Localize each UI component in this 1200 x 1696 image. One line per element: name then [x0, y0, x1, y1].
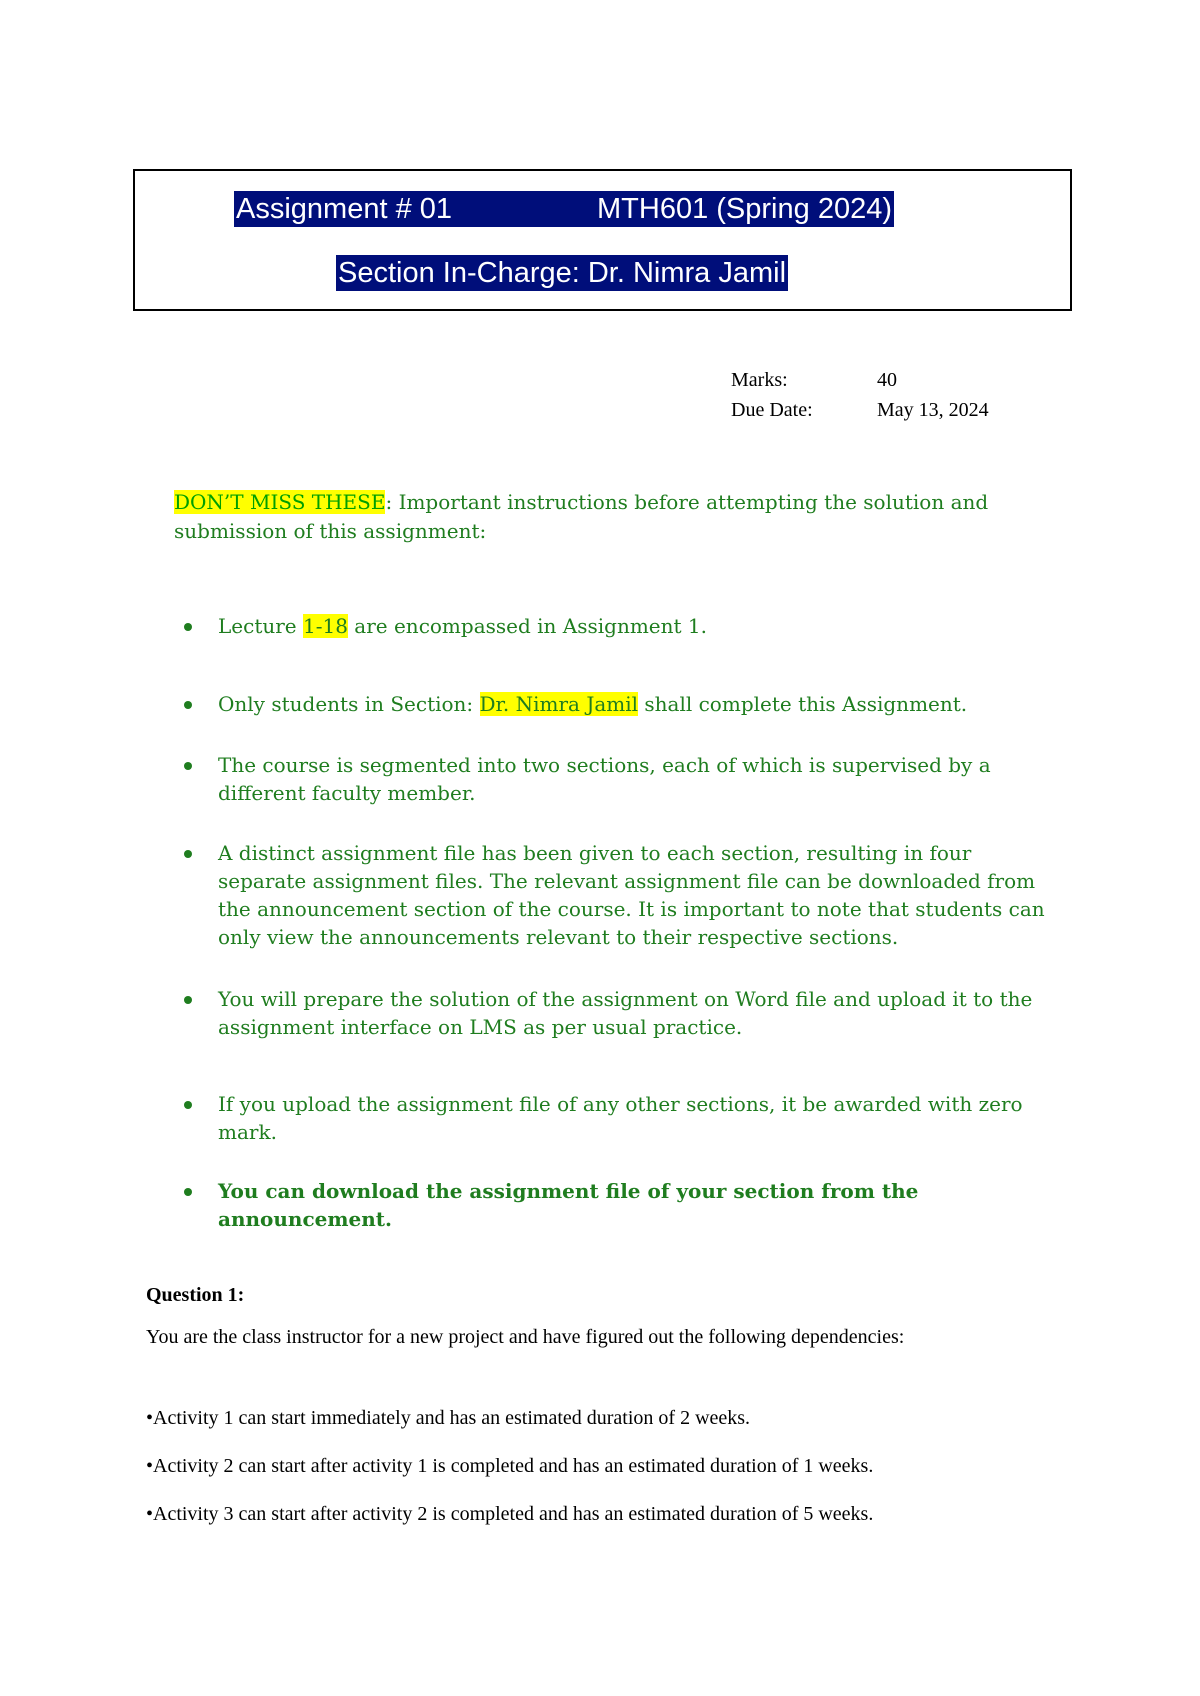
- intro-text: : Important instructions before attempting the solution and submission of this assignment:: [174, 490, 989, 543]
- due-date-value: May 13, 2024: [877, 399, 989, 421]
- marks-label: Marks:: [731, 369, 788, 391]
- instruction-item: If you upload the assignment file of any other sections, it be awarded with zero mark.: [174, 1090, 1054, 1146]
- instruction-item: Lecture 1-18 are encompassed in Assignment 1.: [174, 612, 1054, 640]
- instructions-intro: [174, 488, 1054, 546]
- bullet-icon: [184, 850, 192, 858]
- bullet-icon: [184, 1101, 192, 1109]
- instruction-item: You will prepare the solution of the assignment on Word file and upload it to the assignment interface on LMS as per usual practice.: [174, 985, 1054, 1041]
- instruction-item: A distinct assignment file has been given to each section, resulting in four separate assignment files. The relevant assignment file can be downloaded from the announcement section of the course. It is important to note that students can only view the announcements relevant to their respective sections.: [174, 839, 1054, 951]
- section-in-charge: Section In-Charge: Dr. Nimra Jamil: [338, 257, 787, 289]
- activity-item: •Activity 2 can start after activity 1 is completed and has an estimated duration of 1 weeks.: [146, 1455, 874, 1477]
- bullet-icon: [184, 1188, 192, 1196]
- assignment-number: Assignment # 01: [236, 193, 453, 225]
- bullet-icon: [184, 762, 192, 770]
- due-date-label: Due Date:: [731, 399, 813, 421]
- marks-value: 40: [877, 369, 897, 391]
- lecture-range-highlight: 1-18: [303, 614, 348, 638]
- course-code: MTH601 (Spring 2024): [597, 193, 892, 225]
- question-text: You are the class instructor for a new project and have figured out the following dependencies:: [146, 1326, 905, 1348]
- activity-item: •Activity 3 can start after activity 2 is completed and has an estimated duration of 5 weeks.: [146, 1503, 874, 1525]
- instruction-item: The course is segmented into two sections, each of which is supervised by a different faculty member.: [174, 751, 1054, 807]
- instruction-item: Only students in Section: Dr. Nimra Jamil shall complete this Assignment.: [174, 690, 1054, 718]
- section-name-highlight: Dr. Nimra Jamil: [479, 692, 639, 716]
- instruction-item-bold: You can download the assignment file of your section from the announcement.: [174, 1177, 1054, 1233]
- assignment-title-line: [234, 191, 894, 227]
- dont-miss-highlight: DON’T MISS THESE: [174, 490, 386, 514]
- marks-block: [731, 365, 989, 425]
- question-title: Question 1:: [146, 1284, 245, 1306]
- bullet-icon: [184, 996, 192, 1004]
- bullet-icon: [184, 701, 192, 709]
- activity-item: •Activity 1 can start immediately and has an estimated duration of 2 weeks.: [146, 1407, 751, 1429]
- bullet-icon: [184, 623, 192, 631]
